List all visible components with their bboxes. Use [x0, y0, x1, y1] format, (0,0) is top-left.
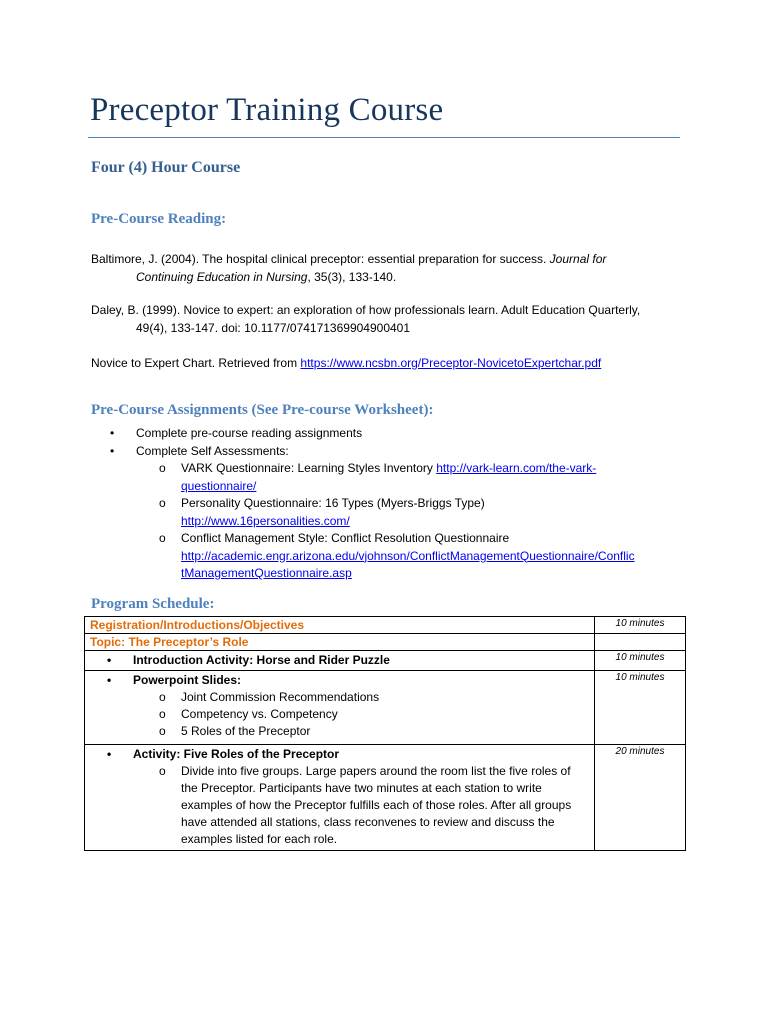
- sub-item-text: Divide into five groups. Large papers around the room list the five roles of the Preceptor. Participants have two minutes at each station to write examples of how the Preceptor fulfills each of those roles. After all groups have attended all stations, class reconvenes to review and discuss the examples listed for each role.: [181, 764, 572, 846]
- ref-journal: Journal for: [549, 252, 607, 266]
- circle-bullet-icon: o: [159, 461, 166, 475]
- sub-list-item: [85, 723, 589, 740]
- schedule-time: 20 minutes: [595, 745, 686, 851]
- sub-item-text: Joint Commission Recommendations: [181, 690, 380, 704]
- vark-link[interactable]: http://vark-learn.com/the-vark-: [436, 461, 597, 475]
- list-item: [85, 672, 589, 689]
- ref-journal: Continuing Education in Nursing: [136, 270, 308, 284]
- list-item-text: Complete pre-course reading assignments: [136, 426, 363, 440]
- reference-chart: [91, 354, 691, 372]
- table-row: [85, 617, 686, 634]
- table-row: [85, 671, 686, 745]
- schedule-table: [84, 616, 686, 851]
- 16personalities-link[interactable]: http://www.16personalities.com/: [181, 513, 350, 528]
- list-item: [110, 425, 690, 443]
- vark-link-continued[interactable]: questionnaire/: [181, 478, 257, 493]
- circle-bullet-icon: o: [159, 496, 166, 510]
- list-item: [85, 652, 589, 669]
- ref-text: Baltimore, J. (2004). The hospital clinical preceptor: essential preparation for success.: [91, 252, 550, 266]
- circle-bullet-icon: o: [159, 764, 166, 778]
- sub-item-text: 5 Roles of the Preceptor: [181, 724, 311, 738]
- schedule-label: Registration/Introductions/Objectives: [85, 617, 595, 634]
- title-underline: [88, 137, 680, 138]
- page-title: Preceptor Training Course: [90, 92, 444, 128]
- schedule-heading: Program Schedule:: [91, 596, 215, 612]
- assignments-heading: Pre-Course Assignments (See Pre-course Worksheet):: [91, 402, 434, 418]
- circle-bullet-icon: o: [159, 724, 166, 738]
- sub-item-text: Personality Questionnaire: 16 Types (Myers-Briggs Type): [181, 496, 485, 510]
- schedule-time: 10 minutes: [595, 671, 686, 745]
- sub-item-text: Competency vs. Competency: [181, 707, 338, 721]
- table-row: [85, 651, 686, 671]
- circle-bullet-icon: o: [159, 707, 166, 721]
- circle-bullet-icon: o: [159, 531, 166, 545]
- list-item: [85, 746, 589, 763]
- ref-text: Novice to Expert Chart. Retrieved from: [91, 356, 301, 370]
- sub-list-item: [110, 530, 690, 583]
- reference-daley: [91, 301, 691, 337]
- bullet-icon: •: [110, 443, 115, 458]
- list-item-text: Complete Self Assessments:: [136, 443, 289, 458]
- conflict-questionnaire-link-continued[interactable]: tManagementQuestionnaire.asp: [181, 566, 352, 580]
- circle-bullet-icon: o: [159, 690, 166, 704]
- sub-list-item: [110, 495, 690, 530]
- bullet-icon: •: [110, 426, 115, 440]
- bullet-icon: •: [107, 747, 112, 761]
- schedule-time: 10 minutes: [595, 651, 686, 671]
- sub-list-item: [85, 706, 589, 723]
- bullet-icon: •: [107, 673, 112, 687]
- reference-baltimore: [91, 250, 651, 286]
- sub-list-item: [85, 689, 589, 706]
- schedule-topic: Topic: The Preceptor’s Role: [85, 634, 595, 651]
- list-item: [110, 443, 690, 461]
- ref-text: Daley, B. (1999). Novice to expert: an exploration of how professionals learn. Adult Education Quarterly,: [91, 303, 641, 317]
- schedule-label: Powerpoint Slides:: [133, 673, 242, 687]
- sub-list-item: [110, 460, 690, 495]
- ref-text: , 35(3), 133-140.: [307, 270, 397, 284]
- table-row: [85, 745, 686, 851]
- conflict-questionnaire-link[interactable]: http://academic.engr.arizona.edu/vjohnson/ConflictManagementQuestionnaire/Conflic: [181, 548, 635, 563]
- schedule-label: Activity: Five Roles of the Preceptor: [133, 747, 340, 761]
- schedule-cell: [85, 745, 595, 851]
- schedule-cell: [85, 651, 595, 671]
- table-row: [85, 634, 686, 651]
- ref-text: 49(4), 133-147. doi: 10.1177/074171369904900401: [136, 321, 411, 335]
- sub-list-item: [85, 763, 589, 848]
- ncsbn-link[interactable]: https://www.ncsbn.org/Preceptor-NovicetoExpertchar.pdf: [300, 356, 602, 370]
- reading-heading: Pre-Course Reading:: [91, 211, 227, 227]
- schedule-time: 10 minutes: [595, 617, 686, 634]
- schedule-time: [595, 634, 686, 651]
- schedule-cell: [85, 671, 595, 745]
- sub-item-text: Conflict Management Style: Conflict Resolution Questionnaire: [181, 531, 510, 545]
- schedule-label: Introduction Activity: Horse and Rider Puzzle: [133, 653, 390, 667]
- course-length-heading: Four (4) Hour Course: [91, 159, 241, 176]
- bullet-icon: •: [107, 653, 112, 667]
- sub-item-text: VARK Questionnaire: Learning Styles Inventory: [181, 461, 437, 475]
- assignments-list: [110, 425, 690, 583]
